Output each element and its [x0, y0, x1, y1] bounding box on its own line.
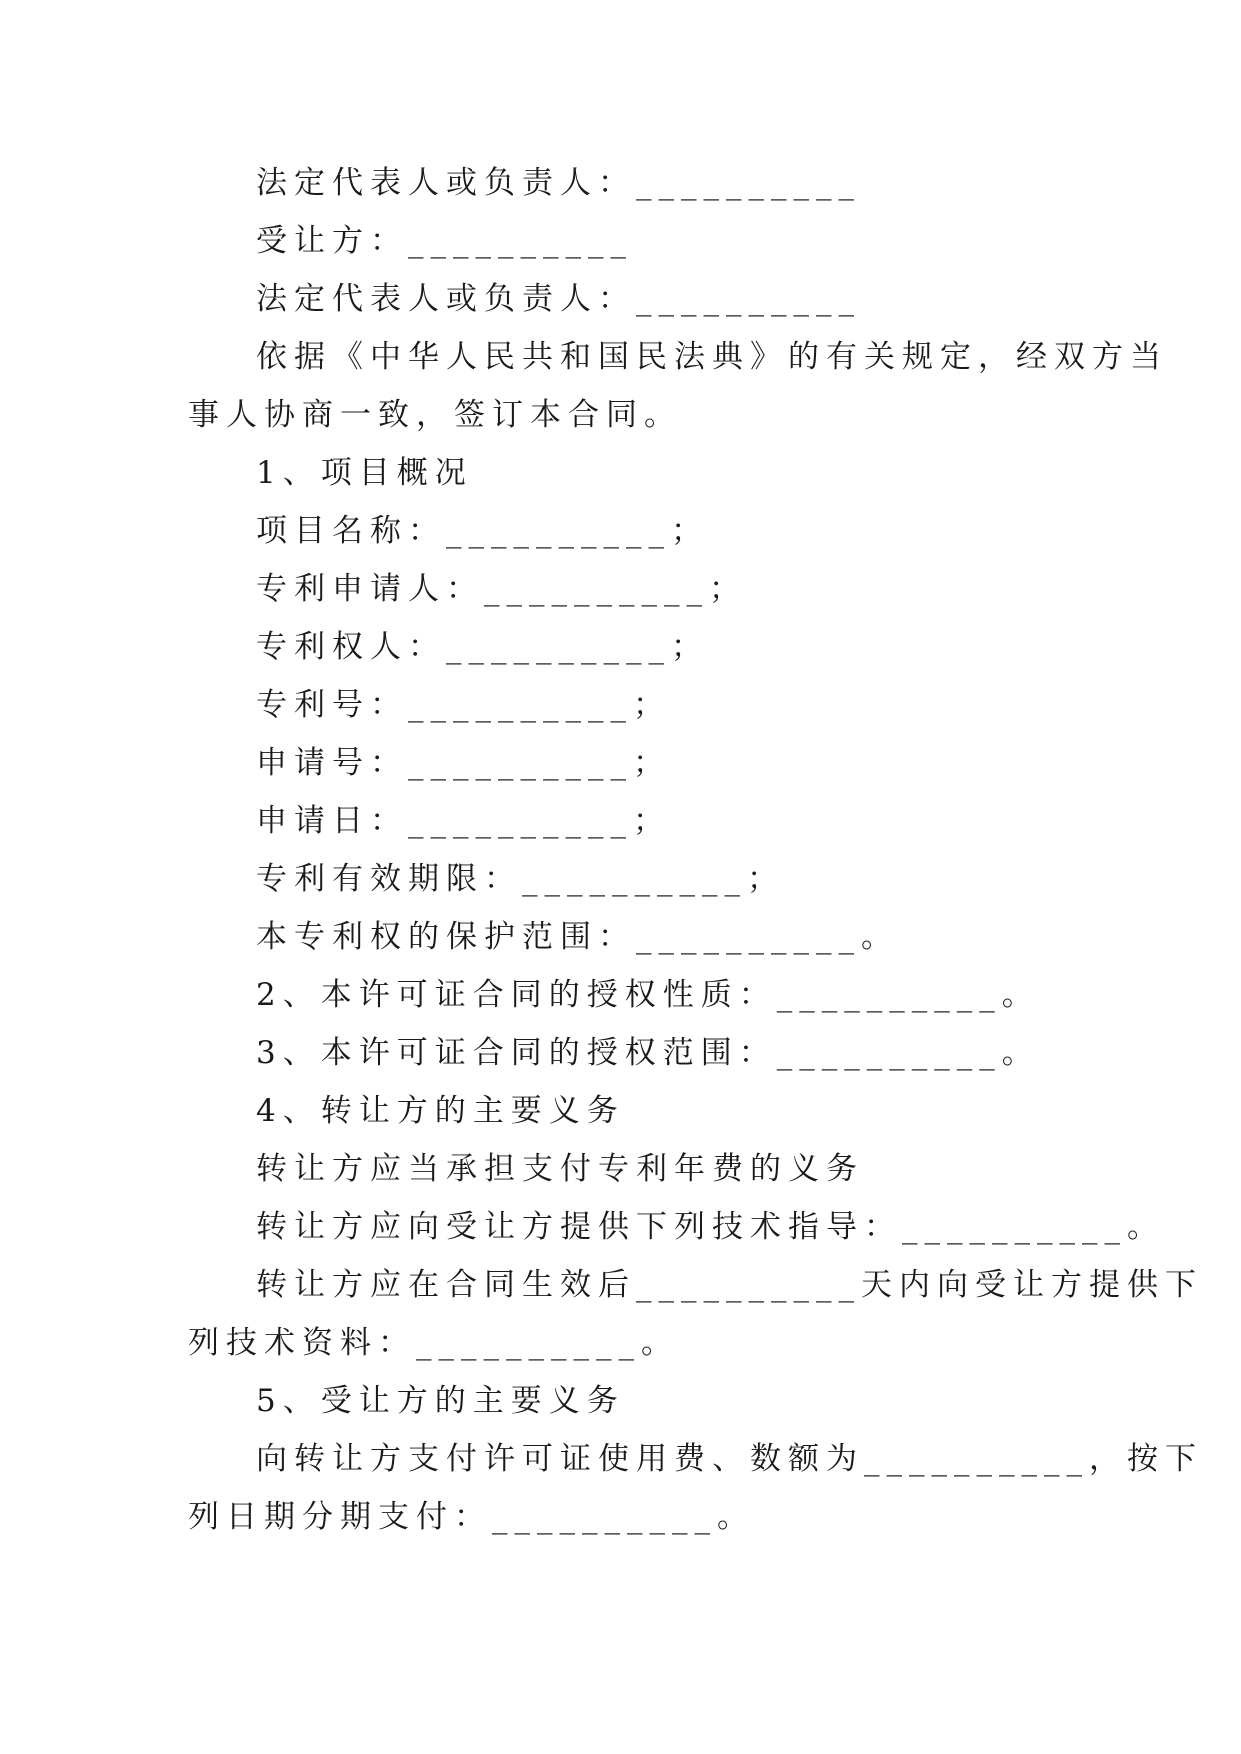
text-line: 专利申请人：__________；	[256, 571, 747, 607]
text-line: 项目名称：__________；	[256, 513, 709, 549]
text-line: 转让方应在合同生效后__________天内向受让方提供下	[256, 1267, 1203, 1303]
section-heading: 2、本许可证合同的授权性质：__________。	[256, 977, 1040, 1013]
text-line: 专利有效期限：__________；	[256, 861, 785, 897]
text-line: 法定代表人或负责人：__________	[256, 165, 861, 201]
text-line: 专利权人：__________；	[256, 629, 709, 665]
text-line: 法定代表人或负责人：__________	[256, 281, 861, 317]
text-line: 转让方应当承担支付专利年费的义务	[256, 1151, 864, 1187]
text-line: 列技术资料：__________。	[188, 1325, 679, 1361]
document-body	[188, 154, 1203, 1546]
text-line: 专利号：__________；	[256, 687, 671, 723]
text-line: 本专利权的保护范围：__________。	[256, 919, 899, 955]
section-heading: 5、受让方的主要义务	[256, 1383, 625, 1419]
section-heading: 4、转让方的主要义务	[256, 1093, 625, 1129]
text-line: 事人协商一致，签订本合同。	[188, 397, 682, 433]
section-heading: 1、项目概况	[256, 455, 473, 491]
text-line: 受让方：__________	[256, 223, 633, 259]
section-heading: 3、本许可证合同的授权范围：__________。	[256, 1035, 1040, 1071]
text-line: 申请日：__________；	[256, 803, 671, 839]
text-line: 列日期分期支付：__________。	[188, 1499, 755, 1535]
text-line: 申请号：__________；	[256, 745, 671, 781]
text-line: 向转让方支付许可证使用费、数额为__________，按下	[256, 1441, 1203, 1477]
text-line: 依据《中华人民共和国民法典》的有关规定，经双方当	[256, 339, 1168, 375]
text-line: 转让方应向受让方提供下列技术指导：__________。	[256, 1209, 1165, 1245]
